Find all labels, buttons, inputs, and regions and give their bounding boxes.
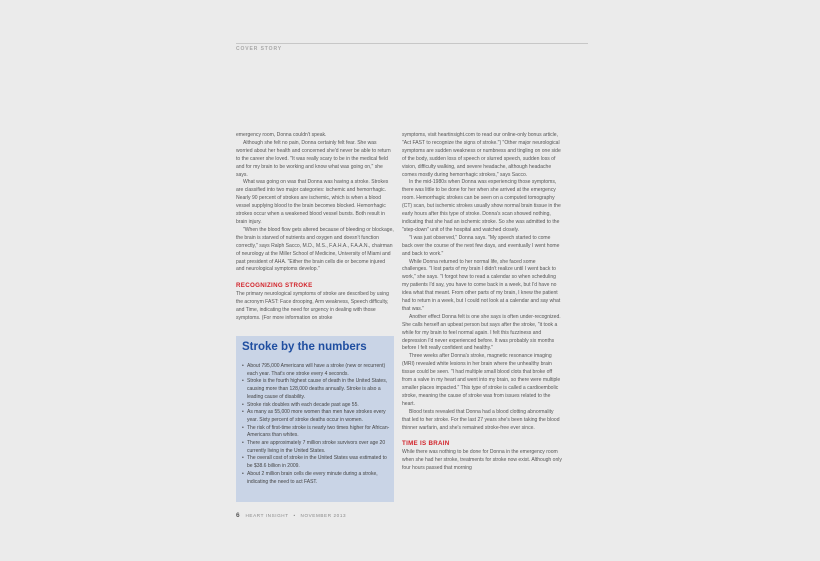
section-heading: RECOGNIZING STROKE bbox=[236, 282, 313, 290]
list-item: • There are approximately 7 million stroke survivors over age 20 currently living in the United States. bbox=[242, 440, 390, 455]
list-item: • The overall cost of stroke in the United States was estimated to be $38.6 billion in 2009. bbox=[242, 455, 390, 470]
right-column bbox=[402, 132, 562, 473]
paragraph: "When the blood flow gets altered because of bleeding or blockage, the brain is starved of nutrients and oxygen and doesn't function correctly," says Ralph Sacco, M.D., M.S., F.A.H.A., F.A.A.N., chairman of neurology at the Miller School of Medicine, University of Miami and past president of AHA. "Either the brain cells die or become injured and neurological symptoms develop." bbox=[236, 226, 394, 273]
header-rule bbox=[236, 43, 588, 44]
page-footer bbox=[236, 512, 346, 519]
paragraph: "I was just observed," Donna says. "My speech started to come back over the course of the next few days, and eventually I went home and back to work." bbox=[402, 234, 560, 257]
paragraph: What was going on was that Donna was having a stroke. Strokes are classified into two major categories: ischemic and hemorrhagic. Nearly 90 percent of strokes are ischemic, which is when a blood vessel supplying blood to the brain becomes blocked. Hemorrhagic strokes occur when a weakened blood vessel bursts. Both result in brain injury. bbox=[236, 179, 389, 225]
list-item: • About 2 million brain cells die every minute during a stroke, indicating the need to act FAST. bbox=[242, 471, 390, 486]
paragraph: Another effect Donna felt is one she says is often under-recognized. She calls herself an upbeat person but says after the stroke, "it took a while for my brain to feel normal again. I felt this fuzziness and depression I'd never experienced before. It was probably six months before I felt really confident and healthy." bbox=[402, 313, 561, 352]
paragraph: Although she felt no pain, Donna certainly felt fear. She was worried about her health and concerned she'd never be able to return to the career she loved. "It was really scary to be in the medical field and for my brain to be working and know what was going on," she says. bbox=[236, 139, 391, 178]
stats-list bbox=[242, 363, 390, 486]
section-label: COVER STORY bbox=[236, 46, 283, 52]
paragraph: symptoms, visit heartinsight.com to read our online-only bonus article, "Act FAST to recognize the signs of stroke.") "Other major neurological symptoms are sudden weakness or numbness and tingling on one side of the body, sudden loss of speech or slurred speech, sudden loss of vision, difficulty walking, and severe headache, although headache comes mostly during hemorrhagic strokes," says Sacco. bbox=[402, 132, 561, 178]
page-number: 6 bbox=[236, 512, 240, 519]
publication-name: HEART INSIGHT bbox=[245, 513, 289, 518]
paragraph: While there was nothing to be done for Donna in the emergency room when she had her stroke, treatments for stroke now exist. Although only four hours passed that morning bbox=[402, 449, 562, 472]
list-item: • As many as 55,000 more women than men have strokes every year. Sixty percent of stroke deaths occur in women. bbox=[242, 409, 390, 424]
stats-sidebar bbox=[236, 336, 394, 502]
paragraph: While Donna returned to her normal life, she faced some challenges. "I lost parts of my brain I didn't realize until I went back to work," she says. "I forgot how to read a calendar so when scheduling my patients I'd say, you have to come back in a week, but I'd have no idea what that meant. From other parts of my brain, I knew the patient had to return in a week, but I could not look at a calendar and say what that was." bbox=[402, 258, 561, 312]
list-item: • Stroke risk doubles with each decade past age 55. bbox=[242, 402, 390, 410]
footer-separator: • bbox=[293, 513, 296, 518]
paragraph: Blood tests revealed that Donna had a blood clotting abnormality that led to her stroke. For the last 27 years she's been taking the blood thinner warfarin, and she's remained stroke-free ever since. bbox=[402, 408, 560, 431]
issue-date: NOVEMBER 2013 bbox=[300, 513, 347, 518]
list-item: • Stroke is the fourth highest cause of death in the United States, causing more than 128,000 deaths annually. Stroke is also a leading cause of disability. bbox=[242, 378, 390, 401]
paragraph: The primary neurological symptoms of stroke are described by using the acronym FAST: Face drooping, Arm weakness, Speech difficulty, and Time, indicating the need for urgency in dealing with those symptoms. (For more information on stroke bbox=[236, 291, 389, 322]
list-item: • The risk of first-time stroke is nearly two times higher for African-Americans than whites. bbox=[242, 425, 390, 440]
list-item: • About 795,000 Americans will have a stroke (new or recurrent) each year. That's one stroke every 4 seconds. bbox=[242, 363, 390, 378]
section-heading: TIME IS BRAIN bbox=[402, 440, 450, 448]
paragraph: emergency room, Donna couldn't speak. bbox=[236, 132, 327, 138]
sidebar-title: Stroke by the numbers bbox=[242, 341, 367, 353]
left-column bbox=[236, 132, 394, 323]
paragraph: Three weeks after Donna's stroke, magnetic resonance imaging (MRI) revealed white lesions in her brain where the unhealthy brain tissue could be seen. "I had multiple small blood clots that broke off from a valve in my heart and went into my brain, so there were multiple smaller places impacted." This type of stroke is called a cardioembolic stroke, meaning the cause of stroke was from issues related to the heart. bbox=[402, 353, 561, 407]
paragraph: In the mid-1980s when Donna was experiencing those symptoms, there was little to be done for her when she arrived at the emergency room. Hemorrhagic strokes can be seen on a computed tomography (CT) scan, but ischemic strokes usually show normal brain tissue in the early hours after this type of stroke. Donna's scan showed nothing, indicating that she had an ischemic stroke. So she was admitted to the "step-down" unit of the hospital and watched closely. bbox=[402, 179, 561, 233]
